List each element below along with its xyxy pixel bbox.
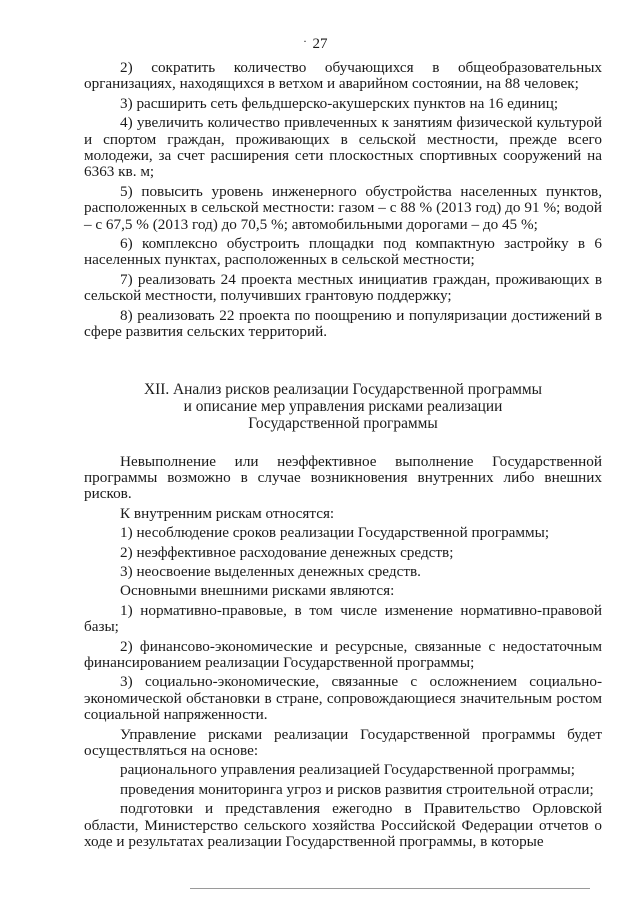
list-item: 7) реализовать 24 проекта местных инициатив граждан, проживающих в сельской местности, получивших грантовую поддержку; [84, 270, 602, 305]
body-paragraph: 1) нормативно-правовые, в том числе изменение нормативно-правовой базы; [84, 601, 602, 636]
section-heading-line: и описание мер управления рисками реализации [183, 397, 503, 415]
list-item: 5) повысить уровень инженерного обустройства населенных пунктов, расположенных в сельской местности: газом – с 88 % (2013 год) до 91 %; водой – с 67,5 % (2013 год) до 70,5 %; автомобильными дорогами – до 45 %; [84, 182, 602, 233]
list-item: 4) увеличить количество привлеченных к занятиям физической культурой и спортом граждан, проживающих в сельской местности, прежде всего молодежи, за счет расширения сети плоскостных спортивных сооружений на 6363 кв. м; [84, 114, 602, 181]
body-paragraph: 3) неосвоение выделенных денежных средств. [120, 562, 421, 580]
section-heading-line: Государственной программы [248, 414, 438, 432]
section-heading-line: XII. Анализ рисков реализации Государственной программы [144, 380, 542, 398]
list-item: 6) комплексно обустроить площадки под компактную застройку в 6 населенных пунктах, расположенных в сельской местности; [84, 235, 602, 269]
body-paragraph: Основными внешними рисками являются: [120, 582, 395, 600]
page-number: 27 [312, 36, 328, 52]
body-paragraph: Невыполнение или неэффективное выполнение Государственной программы возможно в случае возникновения внутренних либо внешних рисков. [84, 452, 602, 503]
body-paragraph: 2) неэффективное расходование денежных средств; [120, 543, 454, 561]
list-item: 3) расширить сеть фельдшерско-акушерских пунктов на 16 единиц; [120, 94, 559, 112]
body-paragraph: подготовки и представления ежегодно в Правительство Орловской области, Министерство сельского хозяйства Российской Федерации отчетов о ходе и результатах реализации Государственной программы, в которые [84, 800, 602, 851]
body-paragraph: Управление рисками реализации Государственной программы будет осуществляться на основе: [84, 725, 602, 759]
body-paragraph: 1) несоблюдение сроков реализации Государственной программы; [120, 524, 550, 542]
list-item: 2) сократить количество обучающихся в общеобразовательных организациях, находящихся в ветхом и аварийном состоянии, на 88 человек; [84, 59, 602, 93]
list-item: 8) реализовать 22 проекта по поощрению и популяризации достижений в сфере развития сельских территорий. [84, 306, 602, 341]
body-paragraph: 2) финансово-экономические и ресурсные, связанные с недостаточным финансированием реализации Государственной программы; [84, 637, 602, 671]
body-paragraph: рационального управления реализацией Государственной программы; [120, 761, 575, 779]
section-heading [84, 381, 602, 432]
page-content [84, 60, 602, 853]
bottom-rule [190, 888, 590, 889]
body-paragraph: К внутренним рискам относятся: [120, 504, 335, 522]
body-paragraph: 3) социально-экономические, связанные с осложнением социально-экономической обстановки в стране, сопровождающиеся значительным ростом социальной напряженности. [84, 673, 602, 724]
body-paragraph: проведения мониторинга угроз и рисков развития строительной отрасли; [120, 780, 594, 798]
scan-mark: · [303, 34, 307, 48]
